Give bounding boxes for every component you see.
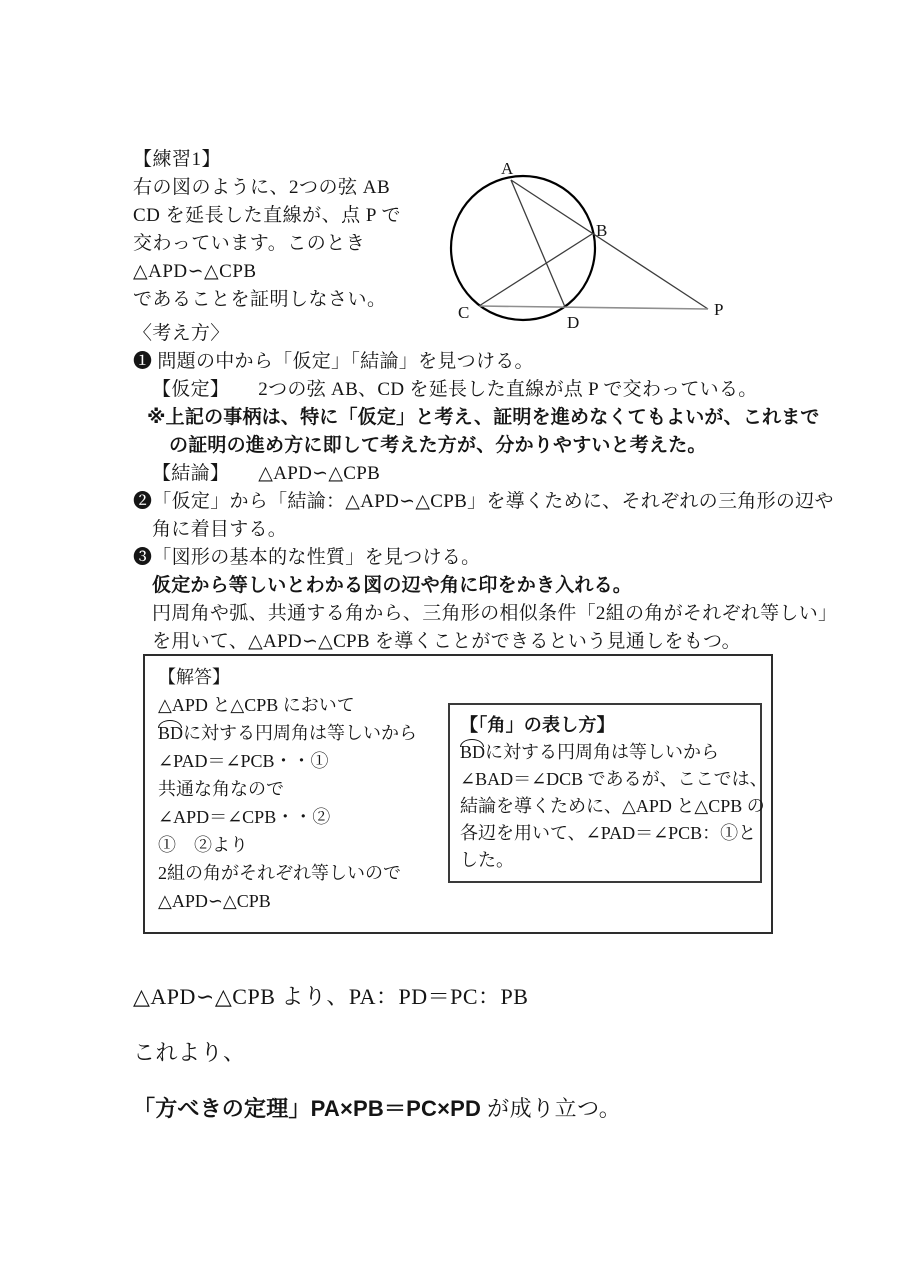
problem-line: △APD∽△CPB xyxy=(133,261,257,282)
solution-title: 【解答】 xyxy=(158,667,230,687)
summary-ratio-line: △APD∽△CPB より、PA：PD＝PC：PB xyxy=(133,984,529,1009)
proof-line: △APD と△CPB において xyxy=(158,695,355,715)
problem-statement xyxy=(133,146,401,314)
angle-box-line-text: に対する円周角は等しいから xyxy=(485,742,720,762)
chord-cb-line xyxy=(479,234,592,306)
point-label-b: B xyxy=(596,221,608,240)
arc-bd-symbol: BD xyxy=(158,723,184,743)
angle-box-line: 結論を導くために、△APD と△CPB の xyxy=(460,796,765,816)
problem-line: であることを証明しなさい。 xyxy=(133,289,387,310)
note-line: の証明の進め方に即して考えた方が、分かりやすいと考えた。 xyxy=(169,435,707,456)
proof-line: 2組の角がそれぞれ等しいので xyxy=(158,863,401,883)
problem-line: CD を延長した直線が、点 P で xyxy=(133,205,402,226)
proof-line: ∠APD＝∠CPB・・② xyxy=(158,807,331,827)
point-label-d: D xyxy=(567,313,580,332)
point-label-c: C xyxy=(458,303,470,322)
secant-cd-p-line xyxy=(479,306,708,309)
assumption-line: 【仮定】 2つの弦 AB、CD を延長した直線が点 P で交わっている。 xyxy=(152,379,758,400)
proof-line: ① ②より xyxy=(158,835,248,855)
approach-step3-bold: 仮定から等しいとわかる図の辺や角に印をかき入れる。 xyxy=(152,575,633,596)
angle-box-line: した。 xyxy=(460,850,514,870)
chord-ad-line xyxy=(511,180,565,307)
theorem-holds-text: が成り立つ。 xyxy=(481,1096,622,1121)
approach-heading: 〈考え方〉 xyxy=(133,323,230,344)
solution-proof xyxy=(158,663,417,915)
approach-step1: ❶ 問題の中から「仮定」「結論」を見つける。 xyxy=(133,351,534,372)
approach-step2: ❷「仮定」から「結論：△APD∽△CPB」を導くために、それぞれの三角形の辺や xyxy=(133,491,834,512)
note-line: ※上記の事柄は、特に「仮定」と考え、証明を進めなくてもよいが、これまで xyxy=(147,407,820,428)
proof-line: ∠PAD＝∠PCB・・① xyxy=(158,751,329,771)
exercise-title: 【練習1】 xyxy=(133,149,222,170)
circle xyxy=(451,176,595,320)
conclusion-line: 【結論】 △APD∽△CPB xyxy=(152,463,381,484)
summary-theorem-line xyxy=(133,1094,621,1150)
solution-box xyxy=(143,654,773,934)
approach-step3: ❸「図形の基本的な性質」を見つける。 xyxy=(133,547,481,568)
proof-line xyxy=(158,719,417,747)
summary-therefore-line: これより、 xyxy=(133,1040,246,1065)
secant-ab-p-line xyxy=(511,180,708,309)
proof-line: 共通な角なので xyxy=(158,779,284,799)
theorem-formula: PA×PB＝PC×PD xyxy=(310,1096,482,1121)
angle-box-line: 各辺を用いて、∠PAD＝∠PCB：①と xyxy=(460,823,757,843)
proof-line-text: に対する円周角は等しいから xyxy=(183,723,418,743)
angle-box-title: 【「角」の表し方】 xyxy=(460,715,615,735)
arc-bd-symbol: BD xyxy=(460,742,486,762)
point-label-p: P xyxy=(714,300,724,319)
summary-section xyxy=(133,982,621,1150)
angle-box-line xyxy=(460,739,750,766)
approach-step3-cont: 円周角や弧、共通する角から、三角形の相似条件「2組の角がそれぞれ等しい」 xyxy=(152,603,838,624)
angle-box-line: ∠BAD＝∠DCB であるが、ここでは、 xyxy=(460,769,768,789)
problem-line: 右の図のように、2つの弦 AB xyxy=(133,177,391,198)
theorem-name: 「方べきの定理」 xyxy=(133,1096,311,1121)
circle-diagram xyxy=(438,146,748,342)
approach-step2-cont: 角に着目する。 xyxy=(152,519,288,540)
proof-line: △APD∽△CPB xyxy=(158,891,271,911)
problem-line: 交わっています。このとき xyxy=(133,233,366,254)
angle-notation-box xyxy=(448,703,768,883)
approach-step3-cont: を用いて、△APD∽△CPB を導くことができるという見通しをもつ。 xyxy=(152,631,741,652)
point-label-a: A xyxy=(501,159,514,178)
approach-section xyxy=(133,320,837,656)
